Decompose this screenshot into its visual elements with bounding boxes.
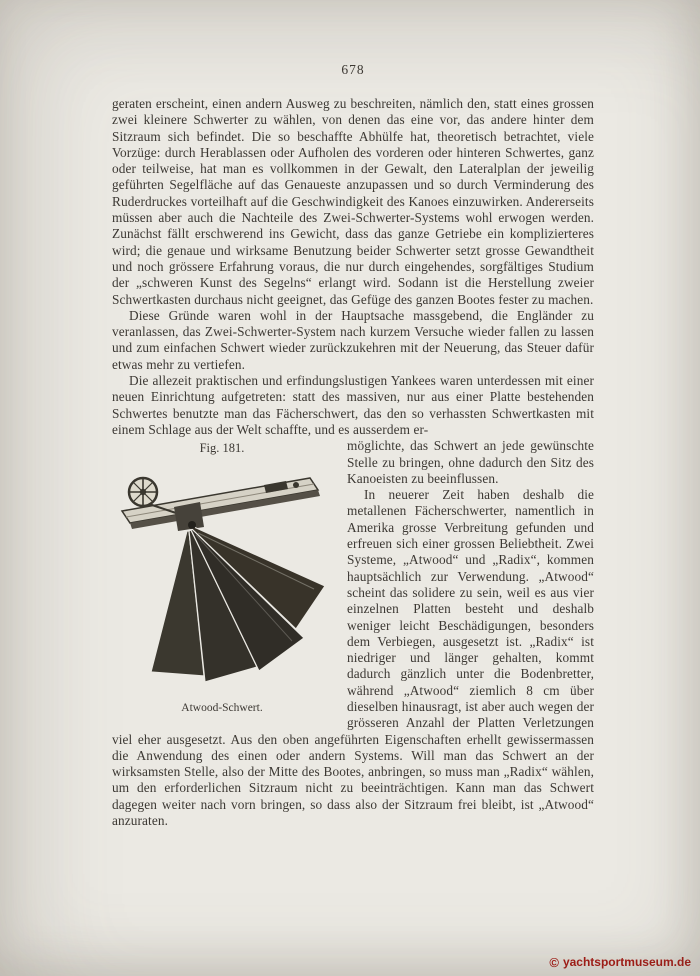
watermark-text: yachtsportmuseum.de — [562, 955, 691, 969]
paragraph-2: Diese Gründe waren wohl in der Hauptsache massgebend, die Engländer zu veranlassen, das Zwei-Schwerter-System nach kurzem Versuche wieder fallen zu lassen und zum einfachen Schwert wieder zurückzukehren mit der Neuerung, das Steuer dafür etwas mehr zu vertiefen. — [112, 307, 594, 372]
figure-181 — [112, 441, 332, 715]
fan-centerboard-illustration — [116, 461, 328, 698]
paragraph-1: geraten erscheint, einen andern Ausweg zu beschreiten, nämlich den, statt eines grossen zwei kleinere Schwerter zu wählen, von denen das eine vor, das andere hinter dem Sitzraum sich befindet. Die so beschaffte Abhülfe hat, theoretisch betrachtet, viele Vorzüge: durch Herablassen oder Aufholen des vorderen oder hinteren Schwertes, ganz oder teilweise, hat man es vollkommen in der Gewalt, den Lateralplan der jeweilig geführten Segelfläche auf das Genaueste anzupassen und so durch Verminderung des Ruderdruckes vorteilhaft auf die Geschwindigkeit des Kanoes einzuwirken. Andererseits müssen aber auch die Nachteile des Zwei-Schwerter-Systems wohl erwogen werden. Zunächst fällt erschwerend ins Gewicht, dass das ganze Getriebe ein komplizierteres wird; die genaue und wirksame Benutzung beider Schwerter setzt grosse Gewandtheit und noch grössere Erfahrung voraus, die nur durch eingehendes, sorgfältiges Studium der „schweren Kunst des Segelns“ erlangt wird. Sodann ist die Herstellung zweier Schwertkasten durchaus nicht geeignet, das Gefüge des ganzen Bootes fester zu machen. — [112, 96, 594, 307]
centerboard-drawing-svg — [116, 461, 328, 693]
figure-caption-bottom: Atwood-Schwert. — [181, 702, 263, 715]
page-number: 678 — [341, 62, 365, 77]
text-block — [112, 96, 594, 829]
watermark — [549, 955, 691, 969]
figure-text-flow — [112, 438, 594, 829]
figure-caption-top: Fig. 181. — [199, 441, 245, 456]
fan-plates — [151, 521, 325, 682]
paragraph-3-continued: möglichte, das Schwert an jede gewünschte Stelle zu bringen, ohne dadurch den Sitz des Kanoeisten zu beeinflussen. — [347, 438, 594, 486]
paragraph-4: In neuerer Zeit haben deshalb die metallenen Fächerschwerter, namentlich in Amerika grosse Verbreitung gefunden und erfreuen sich einer grossen Beliebtheit. Zwei Systeme, „Atwood“ und „Radix“, kommen hauptsächlich zur Verwendung. „Atwood“ scheint das solidere zu sein, weil es aus vier einzelnen Platten besteht und deshalb weniger leicht Beschädigungen, besonders dem Verbiegen, ausgesetzt ist. „Radix“ ist niedriger und länger gehalten, kommt dadurch gänzlich unter die Bodenbretter, während „Atwood“ ziemlich 8 cm über dieselben hinausragt, ist aber auch wegen der grösseren Anzahl der Platten Verletzungen viel eher ausgesetzt. Aus den oben angeführten Eigenschaften erhellt gewissermassen die Anwendung des einen oder andern Systems. Will man das Schwert an der wirksamsten Stelle, also der Mitte des Bootes, anbringen, so muss man „Radix“ wählen, um den erforderlichen Sitzraum nicht zu beeinträchtigen. Kann man das Schwert dagegen weiter nach vorn bringen, so dass also der Sitzraum frei bleibt, ist „Atwood“ anzuraten. — [112, 487, 594, 829]
copyright-icon: © — [549, 954, 559, 970]
paragraph-3-start: Die allezeit praktischen und erfindungslustigen Yankees waren unterdessen mit einer neuen Einrichtung aufgetreten: statt des massiven, nur aus einer Platte bestehenden Schwertes benutzte man das Fächerschwert, das den so verhassten Schwertkasten mit einem Schlage aus der Welt schaffte, und es ausserdem er- — [112, 373, 594, 437]
